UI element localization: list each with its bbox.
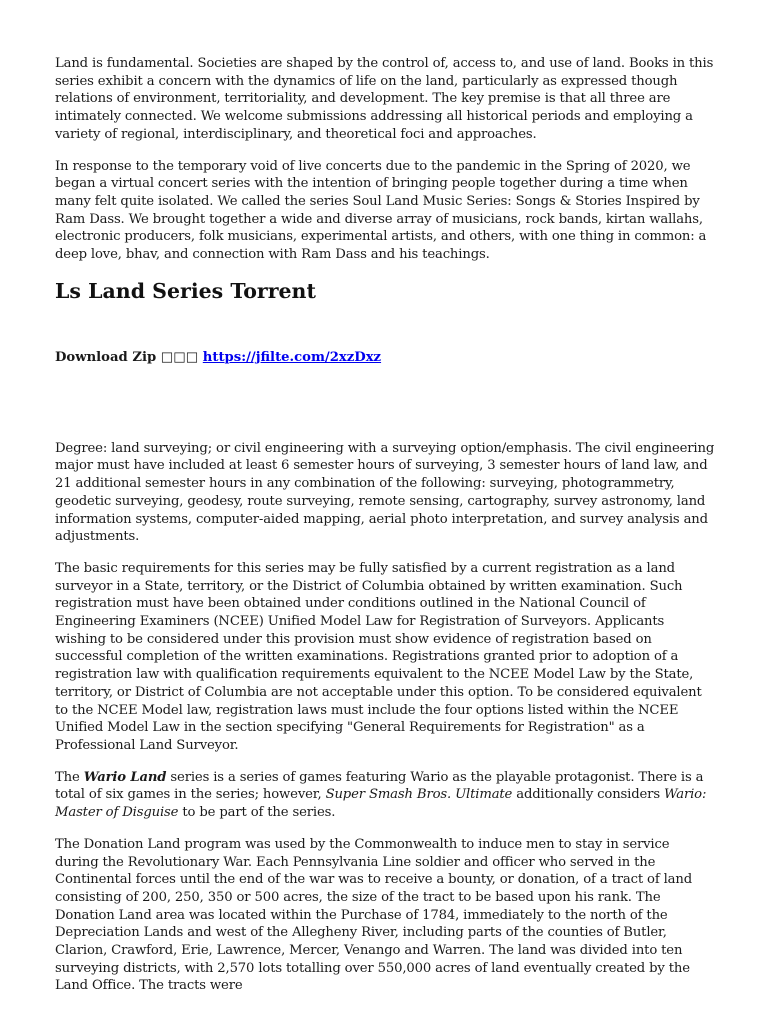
degree-paragraph: Degree: land surveying; or civil engineering with a surveying option/emphasis. The civil engineering major must have included at least 6 semester hours of surveying, 3 semester hours of land law, and 21 additional semester hours in any combination of the following: surveying, photogrammetry, geodetic surveying, geodesy, route surveying, remote sensing, cartography, survey astronomy, land information systems, computer-aided mapping, aerial photo interpretation, and survey analysis and adjustments.	[55, 440, 715, 545]
wario-paragraph	[55, 769, 715, 822]
download-line	[55, 350, 715, 365]
requirements-paragraph: The basic requirements for this series may be fully satisfied by a current registration as a land surveyor in a State, territory, or the District of Columbia obtained by written examination. Such registration must have been obtained under conditions outlined in the National Council of Engineering Examiners (NCEE) Unified Model Law for Registration of Surveyors. Applicants wishing to be considered under this provision must show evidence of registration based on successful completion of the written examinations. Registrations granted prior to adoption of a registration law with qualification requirements equivalent to the NCEE Model Law by the State, territory, or District of Columbia are not acceptable under this option. To be considered equivalent to the NCEE Model law, registration laws must include the four options listed within the NCEE Unified Model Law in the section specifying "General Requirements for Registration" as a Professional Land Surveyor.	[55, 560, 702, 753]
wario-game-1: Super Smash Bros. Ultimate	[325, 787, 513, 803]
page-title: Ls Land Series Torrent	[55, 278, 316, 303]
donation-land-paragraph: The Donation Land program was used by the Commonwealth to induce men to stay in service during the Revolutionary War. Each Pennsylvania Line soldier and officer who served in the Continental forces until the end of the war was to receive a bounty, or donation, of a tract of land consisting of 200, 250, 350 or 500 acres, the size of the tract to be based upon his rank. The Donation Land area was located within the Purchase of 1784, immediately to the north of the Depreciation Lands and west of the Allegheny River, including parts of the counties of Butler, Clarion, Crawford, Erie, Lawrence, Mercer, Venango and Warren. The land was divided into ten surveying districts, with 2,570 lots totalling over 550,000 acres of land eventually created by the Land Office. The tracts were	[55, 836, 693, 994]
arrow-glyphs: □□□	[160, 349, 199, 365]
intro-paragraph-2: In response to the temporary void of live concerts due to the pandemic in the Spring of 2020, we began a virtual concert series with the intention of bringing people together during a time when many felt quite isolated. We called the series Soul Land Music Series: Songs & Stories Inspired by Ram Dass. We brought together a wide and diverse array of musicians, rock bands, kirtan wallahs, electronic producers, folk musicians, experimental artists, and others, with one thing in common: a deep love, bhav, and connection with Ram Dass and his teachings.	[55, 158, 707, 263]
wario-title: Wario Land	[83, 769, 167, 785]
wario-game-2: Wario: Master of Disguise	[55, 787, 707, 821]
wario-text-3: to be part of the series.	[178, 805, 336, 821]
wario-text-2: additionally considers	[512, 787, 664, 803]
wario-the: The	[55, 769, 80, 785]
wario-text-1: series is a series of games featuring Wario as the playable protagonist. There is a total of six games in the series; however,	[55, 769, 704, 803]
download-link[interactable]: https://jfilte.com/2xzDxz	[202, 349, 382, 365]
document-page	[55, 55, 715, 1009]
download-label: Download Zip	[55, 349, 157, 365]
spacer	[55, 365, 715, 425]
intro-paragraph-1: Land is fundamental. Societies are shaped by the control of, access to, and use of land. Books in this series exhibit a concern with the dynamics of life on the land, particularly as expressed though relations of environment, territoriality, and development. The key premise is that all three are intimately connected. We welcome submissions addressing all historical periods and employing a variety of regional, interdisciplinary, and theoretical foci and approaches.	[55, 56, 714, 142]
